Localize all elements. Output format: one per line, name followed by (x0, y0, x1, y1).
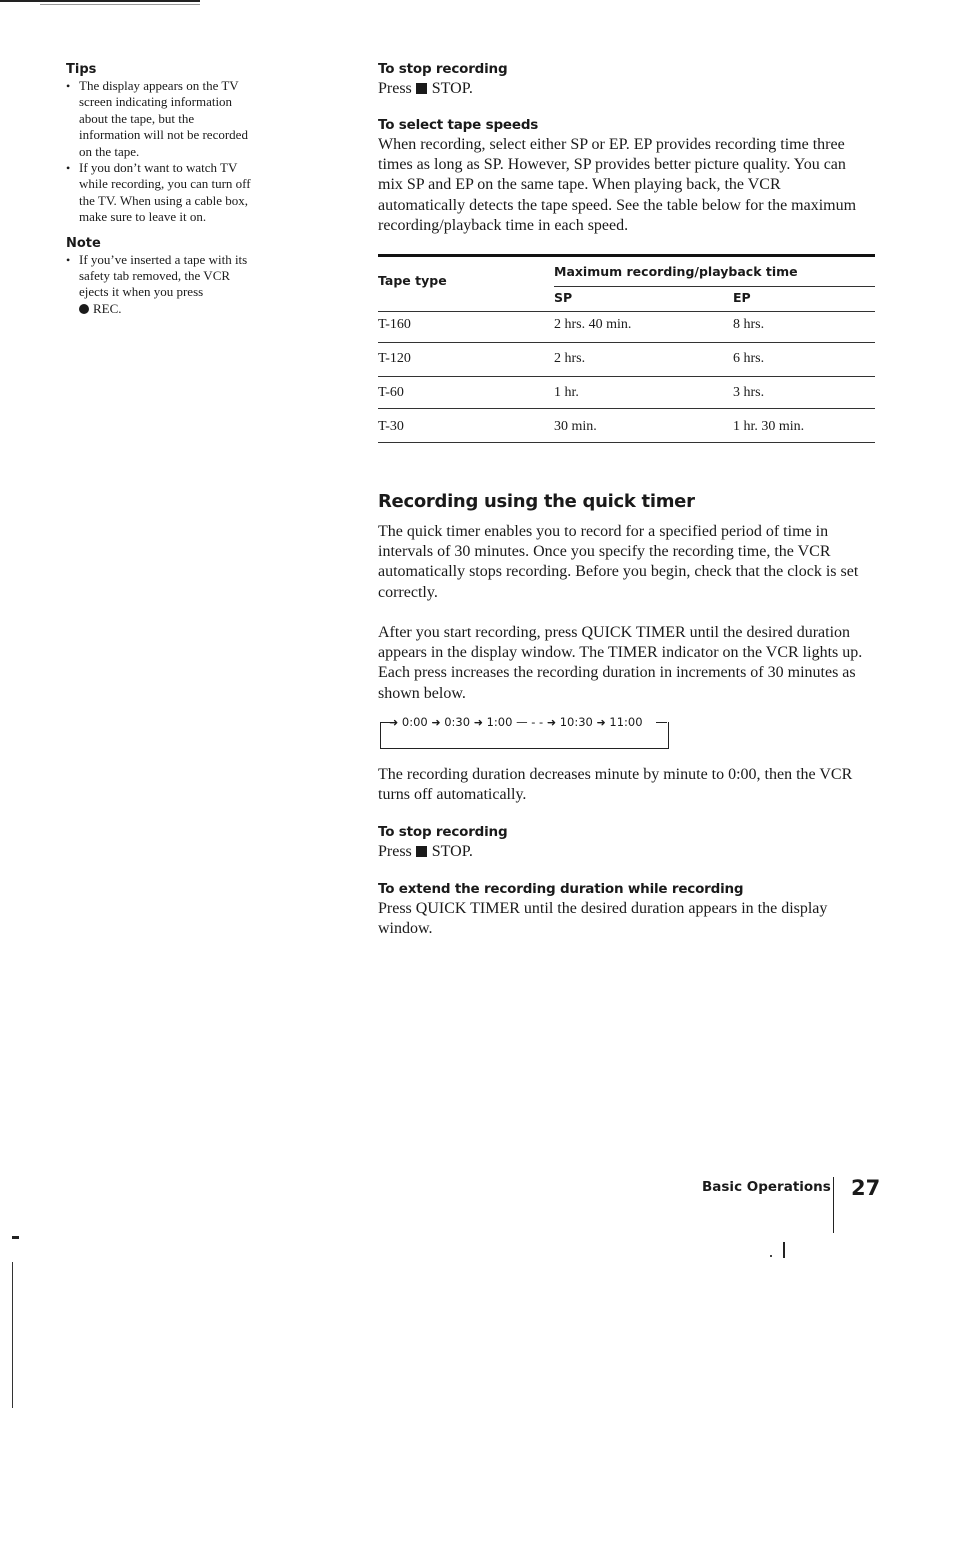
cell-ep: 3 hrs. (733, 385, 765, 400)
stop-recording-text-2 (378, 842, 473, 862)
tape-speeds-heading: To select tape speeds (378, 117, 539, 133)
arrow-right-icon: ➜ (389, 716, 399, 729)
sequence-value: 0:30 (444, 715, 471, 729)
stop-recording-heading: To stop recording (378, 61, 508, 77)
quick-timer-para3: The recording duration decreases minute by minute to 0:00, then the VCR turns off automatically. (378, 766, 853, 804)
record-dot-icon (79, 304, 89, 314)
cell-sp: 1 hr. (554, 385, 579, 400)
col-max-time: Maximum recording/playback time (554, 264, 798, 279)
table-top-rule (378, 254, 875, 257)
cell-tape: T-60 (378, 385, 404, 400)
cell-sp: 30 min. (554, 419, 597, 434)
loop-top-right (656, 722, 667, 723)
tip-item: • The display appears on the TV screen indicating information about the tape, but the information will not be recorded on the tape. (66, 78, 251, 160)
tape-speeds-text: When recording, select either SP or EP. EP provides recording time three times as long as SP. However, SP provides better picture quality. You can mix SP and EP on the same tape. When playing back, the VCR automatically detects the tape speed. See the table below for the maximum recording/playback time in each speed. (378, 136, 857, 234)
stop-square-icon (416, 83, 427, 94)
cell-tape: T-120 (378, 351, 411, 366)
tip-item: • If you don’t want to watch TV while recording, you can turn off the TV. When using a cable box, make sure to leave it on. (66, 160, 251, 226)
extend-heading: To extend the recording duration while recording (378, 881, 744, 897)
row-rule (378, 376, 875, 377)
quick-timer-heading: Recording using the quick timer (378, 491, 695, 512)
max-under-rule (554, 286, 875, 287)
tips-list (66, 78, 251, 226)
col-ep: EP (733, 290, 751, 305)
extend-text: Press QUICK TIMER until the desired duration appears in the display window. (378, 900, 828, 938)
sequence-value: 1:00 (486, 715, 513, 729)
arrow-right-icon: ➜ (431, 716, 441, 729)
top-rule (0, 0, 200, 2)
quick-timer-para1: The quick timer enables you to record for a specified period of time in intervals of 30 minutes. Once you specify the recording time, the VCR automatically stops recording. Before you begin, check that the clock is set correctly. (378, 523, 859, 601)
press-label: Press (378, 843, 412, 860)
footer-section-label: Basic Operations (702, 1179, 831, 1195)
stop-recording-text (378, 79, 473, 99)
footer-mark (783, 1242, 785, 1258)
stop-label: STOP. (431, 80, 473, 97)
quick-timer-para2: After you start recording, press QUICK TIMER until the desired duration appears in the display window. The TIMER indicator on the VCR lights up. Each press increases the recording duration in increments of 30 minutes as shown below. (378, 624, 863, 702)
note-heading: Note (66, 235, 101, 251)
header-bottom-rule (378, 311, 875, 312)
col-sp: SP (554, 290, 573, 305)
page-number: 27 (851, 1176, 881, 1200)
cell-sp: 2 hrs. (554, 351, 586, 366)
sequence-value: 11:00 (609, 715, 643, 729)
cell-ep: 6 hrs. (733, 351, 765, 366)
sidebar (66, 62, 251, 317)
sequence-row (389, 715, 643, 729)
col-tape-type: Tape type (378, 273, 447, 288)
tips-heading: Tips (66, 62, 97, 77)
sequence-value: 10:30 (559, 715, 593, 729)
cell-ep: 1 hr. 30 min. (733, 419, 805, 434)
stop-label: STOP. (431, 843, 473, 860)
arrow-right-icon: ➜ (473, 716, 483, 729)
top-rule-thin (40, 4, 200, 5)
stop-recording-heading-2: To stop recording (378, 824, 508, 840)
sequence-value: 0:00 (401, 715, 428, 729)
left-margin-line (12, 1262, 13, 1408)
cell-tape: T-160 (378, 317, 411, 332)
arrow-right-icon: ➜ (596, 716, 606, 729)
stop-square-icon (416, 846, 427, 857)
cell-ep: 8 hrs. (733, 317, 765, 332)
note-list (66, 252, 251, 318)
cell-tape: T-30 (378, 419, 404, 434)
table-bottom-rule (378, 442, 875, 443)
left-margin-mark (12, 1236, 19, 1239)
row-rule (378, 342, 875, 343)
arrow-right-icon: ➜ (546, 716, 557, 729)
press-label: Press (378, 80, 412, 97)
footer-divider (833, 1177, 834, 1233)
footer-dot (770, 1255, 772, 1257)
note-text: If you’ve inserted a tape with its safety tab removed, the VCR ejects it when you press (79, 251, 248, 300)
note-item (66, 252, 251, 318)
note-rec-label: REC. (93, 300, 122, 316)
dashes: — - - (516, 715, 547, 729)
row-rule (378, 408, 875, 409)
cell-sp: 2 hrs. 40 min. (554, 317, 632, 332)
